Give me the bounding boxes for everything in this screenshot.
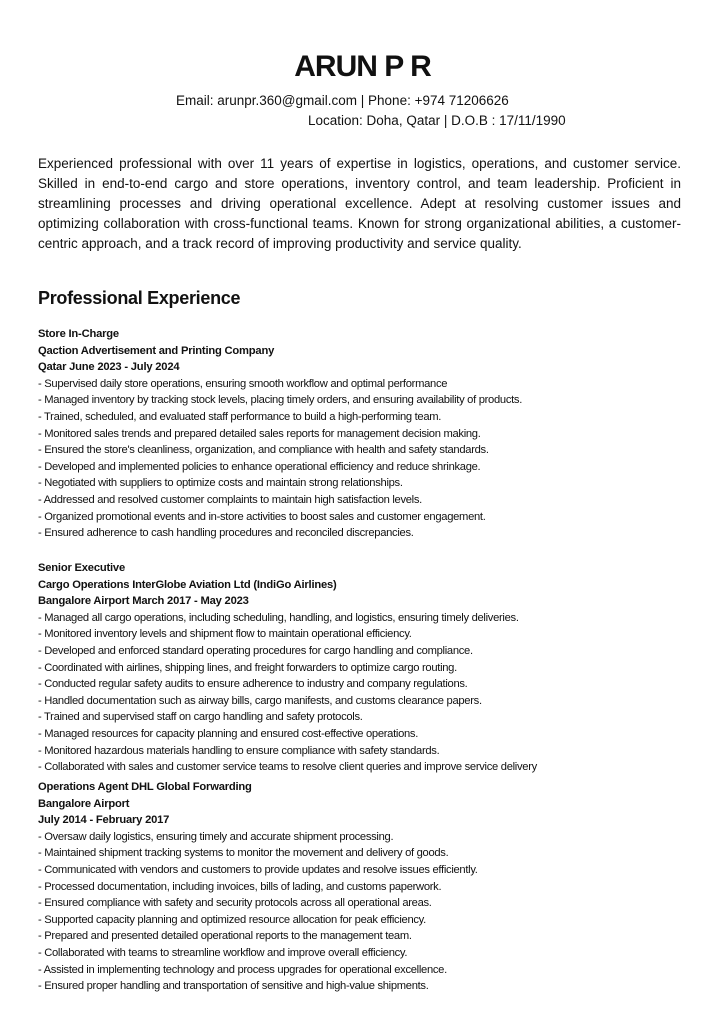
candidate-name: ARUN P R xyxy=(294,50,431,83)
job-entry-operations-agent xyxy=(38,779,708,995)
list-item: - Negotiated with suppliers to optimize costs and maintain strong relationships. xyxy=(38,477,403,490)
job-entry-store-in-charge xyxy=(38,326,708,542)
list-item: - Prepared and presented detailed operational reports to the management team. xyxy=(38,930,412,943)
list-item: - Trained and supervised staff on cargo handling and safety protocols. xyxy=(38,711,363,724)
list-item: - Developed and enforced standard operating procedures for cargo handling and compliance. xyxy=(38,644,473,657)
list-item: - Ensured adherence to cash handling procedures and reconciled discrepancies. xyxy=(38,527,414,540)
list-item: - Ensured proper handling and transportation of sensitive and high-value shipments. xyxy=(38,980,429,993)
job-bullet-list xyxy=(38,610,708,776)
job-location-dates: Qatar June 2023 - July 2024 xyxy=(38,361,180,374)
list-item: - Monitored hazardous materials handling to ensure compliance with safety standards. xyxy=(38,744,440,757)
list-item: - Processed documentation, including invoices, bills of lading, and customs paperwork. xyxy=(38,880,442,893)
list-item: - Maintained shipment tracking systems to monitor the movement and delivery of goods. xyxy=(38,847,449,860)
list-item: - Collaborated with sales and customer service teams to resolve client queries and improve service delivery xyxy=(38,761,537,774)
professional-summary: Experienced professional with over 11 years of expertise in logistics, operations, and customer service. Skilled in end-to-end cargo and store operations, inventory control, and team leadership. Proficient in streamlining processes and driving operational excellence. Adept at resolving customer issues and optimizing collaboration with cross-functional teams. Known for strong organizational abilities, a customer-centric approach, and a track record of improving productivity and service quality. xyxy=(38,156,681,251)
list-item: - Oversaw daily logistics, ensuring timely and accurate shipment processing. xyxy=(38,830,394,843)
list-item: - Supervised daily store operations, ensuring smooth workflow and optimal performance xyxy=(38,377,448,390)
job-company: Cargo Operations InterGlobe Aviation Ltd (IndiGo Airlines) xyxy=(38,578,337,591)
list-item: - Developed and implemented policies to enhance operational efficiency and reduce shrinkage. xyxy=(38,460,481,473)
job-location-dates: Bangalore Airport March 2017 - May 2023 xyxy=(38,595,249,608)
list-item: - Coordinated with airlines, shipping lines, and freight forwarders to optimize cargo routing. xyxy=(38,661,457,674)
list-item: - Managed resources for capacity planning and ensured cost-effective operations. xyxy=(38,727,419,740)
job-title: Store In-Charge xyxy=(38,328,119,340)
list-item: - Assisted in implementing technology and process upgrades for operational excellence. xyxy=(38,963,447,976)
contact-email-phone: Email: arunpr.360@gmail.com | Phone: +974 71206626 xyxy=(176,93,509,108)
list-item: - Ensured compliance with safety and security protocols across all operational areas. xyxy=(38,897,432,910)
job-title: Senior Executive xyxy=(38,562,125,574)
job-location-dates: July 2014 - February 2017 xyxy=(38,814,170,827)
list-item: - Supported capacity planning and optimized resource allocation for peak efficiency. xyxy=(38,913,426,926)
job-company: Bangalore Airport xyxy=(38,797,130,810)
contact-location-dob: Location: Doha, Qatar | D.O.B : 17/11/1990 xyxy=(308,113,566,128)
list-item: - Ensured the store's cleanliness, organization, and compliance with health and safety standards. xyxy=(38,444,489,457)
list-item: - Organized promotional events and in-store activities to boost sales and customer engagement. xyxy=(38,510,486,523)
list-item: - Trained, scheduled, and evaluated staff performance to build a high-performing team. xyxy=(38,410,442,423)
job-entry-senior-executive xyxy=(38,560,708,776)
list-item: - Monitored inventory levels and shipment flow to maintain operational efficiency. xyxy=(38,628,412,641)
list-item: - Managed all cargo operations, including scheduling, handling, and logistics, ensuring timely deliveries. xyxy=(38,611,519,624)
job-title: Operations Agent DHL Global Forwarding xyxy=(38,781,252,793)
list-item: - Communicated with vendors and customers to provide updates and resolve issues efficiently. xyxy=(38,863,478,876)
list-item: - Managed inventory by tracking stock levels, placing timely orders, and ensuring availability of products. xyxy=(38,394,523,407)
list-item: - Conducted regular safety audits to ensure adherence to industry and company regulations. xyxy=(38,678,468,691)
list-item: - Addressed and resolved customer complaints to maintain high satisfaction levels. xyxy=(38,493,422,506)
section-title-experience: Professional Experience xyxy=(38,288,241,308)
job-bullet-list xyxy=(38,376,708,542)
job-bullet-list xyxy=(38,829,708,995)
list-item: - Monitored sales trends and prepared detailed sales reports for management decision making. xyxy=(38,427,481,440)
job-company: Qaction Advertisement and Printing Company xyxy=(38,344,275,357)
list-item: - Collaborated with teams to streamline workflow and improve overall efficiency. xyxy=(38,946,408,959)
list-item: - Handled documentation such as airway bills, cargo manifests, and customs clearance papers. xyxy=(38,694,482,707)
